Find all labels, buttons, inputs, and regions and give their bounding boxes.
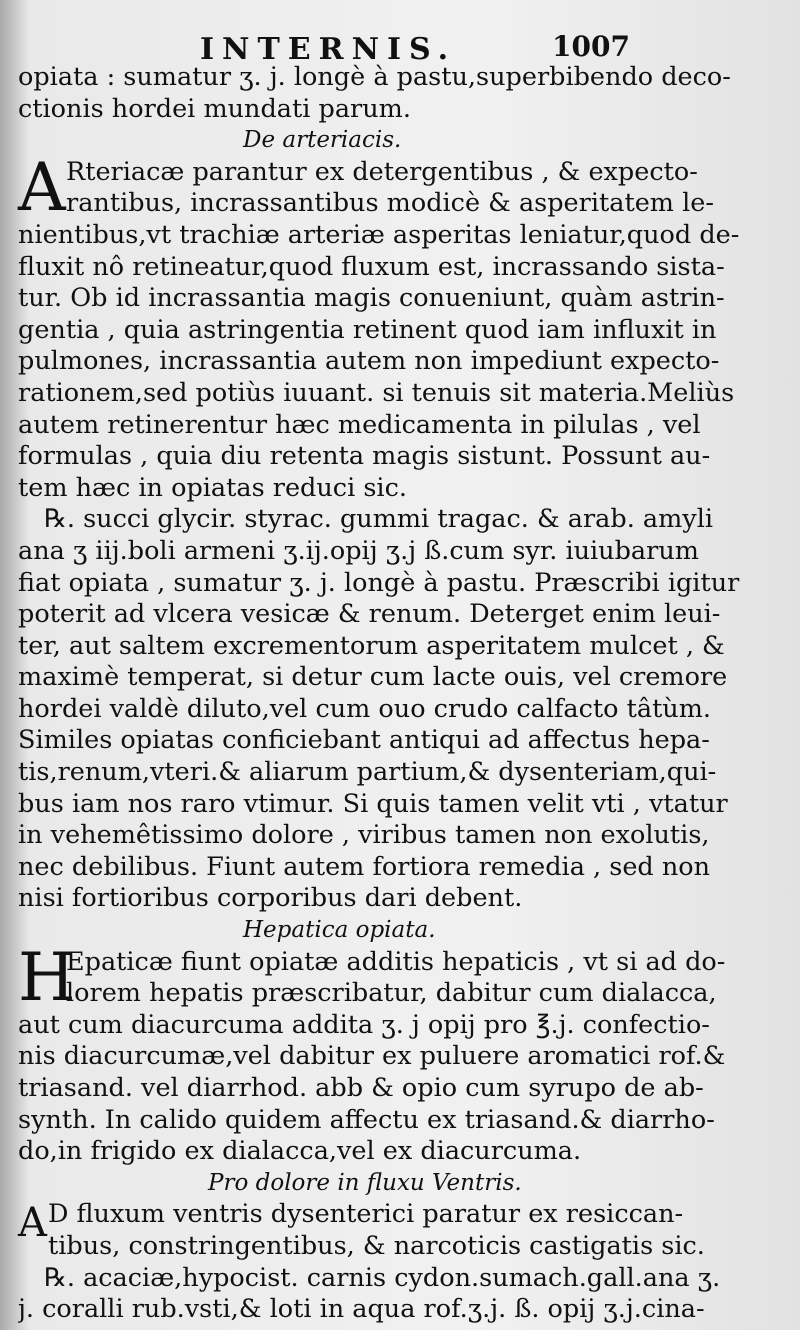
drop-cap: A <box>18 1200 47 1247</box>
section-heading-fluxu-ventris: Pro dolore in fluxu Ventris. <box>208 1169 522 1196</box>
text-line: ter, aut saltem excrementorum asperitatem mulcet , & <box>18 630 725 661</box>
text-line: tis,renum,vteri.& aliarum partium,& dysenteriam,qui- <box>18 757 717 788</box>
text-line: pulmones, incrassantia autem non impediunt expecto- <box>18 346 720 377</box>
text-line: Epaticæ fiunt opiatæ additis hepaticis , vt si ad do- <box>66 946 726 977</box>
text-line: fiat opiata , sumatur ʒ. j. longè à pastu. Præscribi igitur <box>18 567 740 598</box>
paragraph-fluxu-ventris-recipe <box>18 1263 772 1326</box>
text-line: maximè temperat, si detur cum lacte ouis, vel cremore <box>18 662 728 693</box>
text-line: tem hæc in opiatas reduci sic. <box>18 472 407 503</box>
paragraph-fluxu-ventris <box>18 1199 772 1262</box>
page-number: 1007 <box>552 30 630 63</box>
running-head: INTERNIS. <box>200 32 457 67</box>
text-line: ana ʒ iij.boli armeni ʒ.ij.opij ʒ.j ß.cum syr. iuiubarum <box>18 535 699 566</box>
text-line: lorem hepatis præscribatur, dabitur cum dialacca, <box>66 978 717 1009</box>
text-line: j. coralli rub.vsti,& loti in aqua rof.ʒ.j. ß. opij ʒ.j.cina- <box>18 1294 705 1325</box>
section-heading-arteriacis: De arteriacis. <box>243 127 402 154</box>
text-line: fluxit nô retineatur,quod fluxum est, incrassando sista- <box>18 251 725 282</box>
text-line: nientibus,vt trachiæ arteriæ asperitas leniatur,quod de- <box>18 219 740 250</box>
drop-cap: A <box>18 148 66 226</box>
text-line: rantibus, incrassantibus modicè & asperitatem le- <box>66 188 714 219</box>
text-line: ℞. succi glycir. styrac. gummi tragac. & arab. amyli <box>44 504 714 535</box>
text-line: formulas , quia diu retenta magis sistunt. Possunt au- <box>18 441 711 472</box>
text-line: ℞. acaciæ,hypocist. carnis cydon.sumach.gall.ana ʒ. <box>44 1262 721 1293</box>
text-line: tur. Ob id incrassantia magis conueniunt, quàm astrin- <box>18 283 725 314</box>
paragraph-hepatica-continued <box>18 1010 772 1168</box>
text-line: opiata : sumatur ʒ. j. longè à pastu,superbibendo deco- <box>18 62 731 92</box>
text-line: hordei valdè diluto,vel cum ouo crudo calfacto tâtùm. <box>18 693 712 724</box>
paragraph-recipe <box>18 504 772 915</box>
text-line: Similes opiatas conficiebant antiqui ad affectus hepa- <box>18 725 710 756</box>
text-line: in vehemêtissimo dolore , viribus tamen non exolutis, <box>18 820 710 851</box>
text-line: gentia , quia astringentia retinent quod iam influxit in <box>18 314 717 345</box>
text-line: synth. In calido quidem affectu ex triasand.& diarrho- <box>18 1104 715 1135</box>
page-header <box>18 18 772 67</box>
text-line: bus iam nos raro vtimur. Si quis tamen velit vti , vtatur <box>18 788 728 819</box>
text-line: nisi fortioribus corporibus dari debent. <box>18 883 523 914</box>
text-line: autem retinerentur hæc medicamenta in pilulas , vel <box>18 409 701 440</box>
text-line: aut cum diacurcuma addita ʒ. j opij pro ℥.j. confectio- <box>18 1009 710 1040</box>
text-line: D fluxum ventris dysenterici paratur ex resiccan- <box>48 1199 684 1230</box>
drop-cap: H <box>18 938 76 1016</box>
text-line: nis diacurcumæ,vel dabitur ex puluere aromatici rof.& <box>18 1041 726 1072</box>
text-line: rationem,sed potiùs iuuant. si tenuis sit materia.Meliùs <box>18 377 735 408</box>
text-line: triasand. vel diarrhod. abb & opio cum syrupo de ab- <box>18 1073 704 1103</box>
intro-text <box>18 62 772 125</box>
text-line: tibus, constringentibus, & narcoticis castigatis sic. <box>48 1230 705 1261</box>
text-line: do,in frigido ex dialacca,vel ex diacurcuma. <box>18 1136 582 1167</box>
text-line: poterit ad vlcera vesicæ & renum. Deterget enim leui- <box>18 599 721 630</box>
paragraph-arteriacis <box>18 148 772 505</box>
text-line: nec debilibus. Fiunt autem fortiora remedia , sed non <box>18 851 711 882</box>
text-line: ctionis hordei mundati parum. <box>18 93 411 124</box>
text-line: Rteriacæ parantur ex detergentibus , & expecto- <box>66 156 698 187</box>
paragraph-hepatica <box>18 938 772 1016</box>
section-heading-hepatica: Hepatica opiata. <box>243 917 436 944</box>
